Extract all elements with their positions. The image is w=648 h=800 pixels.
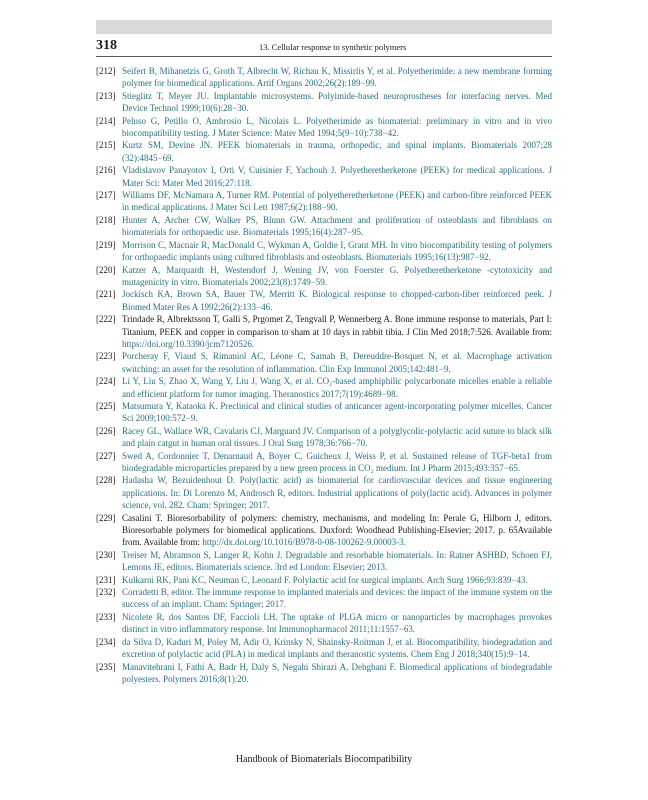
reference-item [96, 574, 552, 586]
reference-text[interactable]: Porcheray F, Viaud S, Rimaniol AC, Léone C, Samah B, Dereuddre-Bosquet N, et al. Macrophage activation switching: an asset for the resolution of inflammation. Clin Exp Immunol 2005;142:481−9. [122, 351, 552, 374]
reference-text[interactable]: Racey GL, Wallace WR, Cavalaris CJ, Marguard JV. Comparison of a polyglycolic-polylactic acid suture to black silk and plain catgut in human oral tissues. J Oral Surg 1978;36:766−70. [122, 425, 552, 449]
reference-item [96, 350, 552, 375]
reference-item [96, 264, 552, 289]
reference-item [96, 214, 552, 239]
page-number: 318 [96, 38, 117, 53]
reference-doi-link[interactable]: http://dx.doi.org/10.1016/B978-0-08-100262-9.00003-3. [202, 537, 406, 548]
reference-item [96, 400, 552, 425]
reference-item [96, 375, 552, 400]
reference-number: [221] [96, 289, 116, 300]
reference-number: [212] [96, 66, 116, 76]
reference-number: [232] [96, 587, 116, 598]
reference-item [96, 450, 552, 475]
reference-item [96, 189, 552, 214]
reference-text[interactable]: Seifert B, Mihanetzis G, Groth T, Albrecht W, Richau K, Missirlis Y, et al. Polyetherimide: a new membrane forming polymer for biomedical applications. Artif Organs 2002;26(2):189−99. [122, 66, 552, 89]
reference-number: [223] [96, 351, 116, 362]
reference-text[interactable]: Stieglitz T, Meyer JU. Implantable microsystems. Polyimide-based neuroprostheses for interfacing nerves. Med Device Technol 1999;10(6):28−30. [122, 90, 552, 114]
reference-doi-link[interactable]: https://doi.org/10.3390/jcm7120526. [122, 338, 255, 349]
reference-text[interactable]: Williams DF, McNamara A, Turner RM. Potential of polyetheretherketone (PEEK) and carbon-fibre reinforced PEEK in medical applications. J Mater Sci Lett 1987;6(2):188−90. [122, 190, 552, 213]
reference-number: [229] [96, 512, 116, 523]
reference-number: [228] [96, 475, 116, 486]
reference-text[interactable]: Li Y, Liu S, Zhao X, Wang Y, Liu J, Wang X, et al. CO₂-based amphiphilic polycarbonate micelles enable a reliable and efficient platform for tumor imaging. Theranostics 2017;7(19):4689−98. [122, 376, 552, 399]
reference-text[interactable]: Manavitehrani I, Fathi A, Badr H, Daly S, Negahi Shirazi A, Dehghani F. Biomedical applications of biodegradable polyesters. Polymers 2016;8(1):20. [122, 661, 552, 684]
reference-text[interactable]: Treiser M, Abramson S, Langer R, Kohn J. Degradable and resorbable biomaterials. In: Ratner ASHBD, Schoen FJ, Lemons JE, editors. Biomaterials science. 3rd ed London: Elsevier; 2013. [122, 549, 552, 573]
reference-text[interactable]: Hunter A, Archer CW, Walker PS, Blunn GW. Attachment and proliferation of osteoblasts and fibroblasts on biomaterials for orthopaedic use. Biomaterials 1995;16(4):287−95. [122, 214, 552, 238]
reference-text[interactable]: Nicolete R, dos Santos DF, Faccioli LH. The uptake of PLGA micro or nanoparticles by macrophages provokes distinct in vitro inflammatory response. Int Immunopharmacol 2011;11:1557−63. [122, 611, 552, 635]
reference-text[interactable]: Peluso G, Petillo O, Ambrosio L, Nicolais L. Polyetherimide as biomaterial: preliminary in vitro and in vivo biocompatibility testing. J Mater Science: Mater Med 1994;5(9−10):738−42. [122, 115, 552, 139]
reference-item [96, 611, 552, 636]
reference-number: [226] [96, 425, 116, 436]
reference-text[interactable]: Kurtz SM, Devine JN. PEEK biomaterials in trauma, orthopedic, and spinal implants. Biomaterials 2007;28 (32):4845−69. [122, 140, 552, 163]
reference-item [96, 164, 552, 189]
reference-number: [224] [96, 376, 116, 387]
reference-text[interactable]: Vladislavov Panayotov I, Orti V, Cuisinier F, Yachouh J. Polyetheretherketone (PEEK) for medical applications. J Mater Sci: Mater Med 2016;27:118. [122, 165, 552, 188]
reference-text[interactable]: Kulkarni RK, Pani KC, Neuman C, Leonard F. Polylactic acid for surgical implants. Arch Surg 1966;93:839−43. [122, 574, 528, 585]
reference-number: [231] [96, 574, 116, 585]
reference-text[interactable]: Katzer A, Marquardt H, Westendorf J, Wening JV, von Foerster G. Polyetheretherketone -cytotoxicity and mutagenicity in vitro. Biomaterials 2002;23(8):1749−59. [122, 264, 552, 287]
reference-number: [214] [96, 115, 116, 126]
reference-number: [217] [96, 190, 116, 201]
reference-text [122, 512, 552, 549]
reference-item [96, 474, 552, 511]
running-head: 13. Cellular response to synthetic polymers [259, 42, 407, 52]
reference-number: [220] [96, 264, 116, 275]
reference-text[interactable]: Corradetti B, editor. The immune response to implanted materials and devices: the impact of the immune system on the success of an implant. Cham: Springer; 2017. [122, 587, 552, 610]
reference-item [96, 636, 552, 661]
reference-number: [216] [96, 165, 116, 176]
reference-number: [227] [96, 450, 116, 461]
reference-item [96, 115, 552, 140]
reference-text[interactable]: Hadasha W, Bezuidenhout D. Poly(lactic acid) as biomaterial for cardiovascular devices and tissue engineering applications. In: Di Lorenzo M, Androsch R, editors. Industrial applications of poly(lactic acid). Advances in polymer science, vol. 282. Cham: Springer; 2017. [122, 475, 552, 511]
reference-item [96, 139, 552, 164]
reference-text[interactable]: Jockisch KA, Brown SA, Bauer TW, Merritt K. Biological response to chopped-carbon-fiber reinforced peek. J Biomed Mater Res A 1992;26(2):133−46. [122, 289, 552, 312]
header-bar [96, 20, 552, 34]
reference-item [96, 65, 552, 90]
reference-number: [213] [96, 90, 116, 101]
reference-number: [233] [96, 611, 116, 622]
header-rule [96, 56, 552, 57]
reference-item [96, 512, 552, 549]
reference-number: [234] [96, 636, 116, 647]
reference-item [96, 425, 552, 450]
reference-item [96, 549, 552, 574]
footer-book-title: Handbook of Biomaterials Biocompatibility [235, 754, 413, 765]
reference-number: [225] [96, 400, 116, 411]
reference-number: [222] [96, 314, 116, 325]
reference-text-plain: Trindade R, Albrektsson T, Galli S, Prgomet Z, Tengvall P, Wennerberg A. Bone immune response to materials, Part I: Titanium, PEEK and copper in comparison to sham at 10 days in rabbit tibia. J Clin Med 2018;7:526. Available from: [122, 314, 552, 337]
reference-number: [218] [96, 214, 116, 225]
reference-number: [215] [96, 140, 116, 151]
reference-text[interactable]: Morrison C, Macnair R, MacDonald C, Wykman A, Goldie I, Grant MH. In vitro biocompatibility testing of polymers for orthopaedic implants using cultured fibroblasts and osteoblasts. Biomaterials 1995;16(13):987−92. [122, 239, 552, 263]
reference-text-plain: Casalini T. Bioresorbability of polymers: chemistry, mechanisms, and modeling In: Perale G, Hilborn J, editors. Bioresorbable polymers for biomedical applications. Duxford: Woodhead Publishing-Elsevier; 2017. p. 65Available from. Available from: [122, 512, 552, 548]
reference-item [96, 661, 552, 686]
reference-text[interactable]: Swed A, Cordonnier T, Denarnaud A, Boyer C, Guicheux J, Weiss P, et al. Sustained release of TGF-beta1 from biodegradable microparticles prepared by a new green process in CO₂ medium. Int J Pharm 2015;493:357−65. [122, 450, 552, 473]
reference-item [96, 239, 552, 264]
reference-text[interactable]: da Silva D, Kaduri M, Poley M, Adir O, Krinsky N, Shainsky-Roitman J, et al. Biocompatibility, biodegradation and excretion of polylactic acid (PLA) in medical implants and theranostic systems. Chem Eng J 2018;340(15):9−14. [122, 636, 552, 660]
reference-list [96, 65, 552, 685]
reference-item [96, 90, 552, 115]
reference-number: [219] [96, 239, 116, 250]
reference-item [96, 313, 552, 350]
reference-number: [235] [96, 661, 116, 672]
reference-number: [230] [96, 549, 116, 560]
reference-item [96, 288, 552, 313]
reference-text [122, 313, 552, 350]
reference-item [96, 586, 552, 611]
reference-text[interactable]: Matsumura Y, Kataoka K. Preclinical and clinical studies of anticancer agent-incorporating polymer micelles. Cancer Sci 2009;100:572−9. [122, 400, 552, 424]
